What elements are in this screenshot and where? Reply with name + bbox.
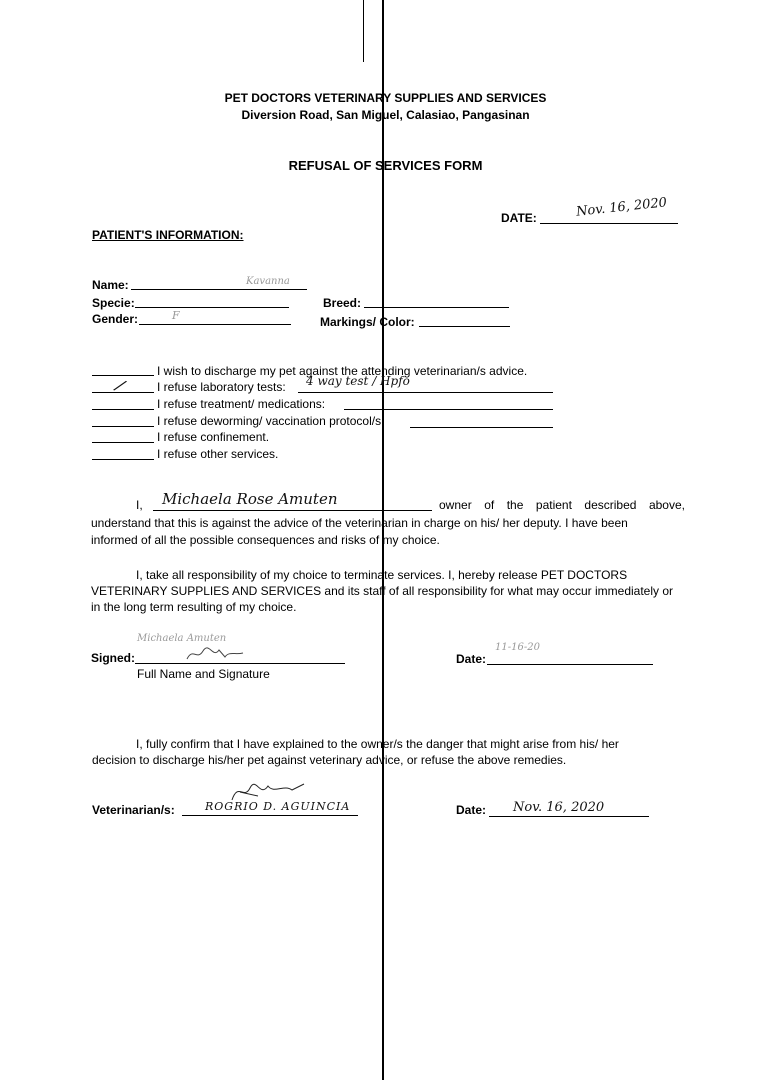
name-label: Name:	[92, 278, 129, 292]
statement3-line2: decision to discharge his/her pet against veterinary advice, or refuse the above remedies.	[92, 753, 567, 767]
option-blank[interactable]	[92, 459, 154, 460]
option-blank[interactable]	[92, 392, 154, 393]
scan-line-top	[363, 0, 364, 62]
specie-label: Specie:	[92, 296, 135, 310]
option-detail-line	[410, 427, 553, 428]
option-text: I refuse confinement.	[157, 430, 270, 444]
statement3-line1: I, fully confirm that I have explained to the owner/s the danger that might arise from his/ her	[136, 737, 619, 751]
company-address: Diversion Road, San Miguel, Calasiao, Pangasinan	[241, 108, 530, 122]
veterinarian-date-value: Nov. 16, 2020	[513, 800, 605, 815]
signature-date-line	[487, 664, 653, 665]
option-detail-line	[298, 392, 553, 393]
signature-date-label: Date:	[456, 652, 487, 666]
patient-section-title: PATIENT'S INFORMATION:	[92, 228, 244, 242]
option-detail: 4 way test / Hpfo	[306, 374, 410, 388]
statement1-text-a: owner of the patient described above,	[439, 498, 685, 512]
owner-name: Michaela Rose Amuten	[162, 490, 338, 508]
statement2-line1: I, take all responsibility of my choice to terminate services. I, hereby release PET DOCTORS	[136, 568, 628, 582]
breed-line	[364, 307, 509, 308]
option-text: I refuse deworming/ vaccination protocol/s.	[157, 414, 385, 428]
date-line	[540, 223, 678, 224]
date-label: DATE:	[501, 211, 537, 225]
veterinarian-date-line	[489, 816, 649, 817]
option-checkmark: /	[112, 375, 128, 397]
date-value: Nov. 16, 2020	[575, 195, 668, 220]
option-blank[interactable]	[92, 442, 154, 443]
option-blank[interactable]	[92, 409, 154, 410]
veterinarian-name: ROGRIO D. AGUINCIA	[205, 800, 351, 813]
signed-name: Michaela Amuten	[137, 633, 227, 644]
specie-line	[135, 307, 289, 308]
gender-label: Gender:	[92, 312, 139, 326]
signature-date-value: 11-16-20	[495, 642, 540, 653]
option-text: I refuse other services.	[157, 447, 279, 461]
statement1-text-c: informed of all the possible consequences and risks of my choice.	[91, 533, 440, 547]
signed-line	[135, 663, 345, 664]
signature-caption: Full Name and Signature	[137, 667, 270, 681]
markings-label: Markings/ Color:	[320, 315, 415, 329]
gender-value: F	[172, 309, 180, 322]
owner-name-line	[153, 510, 432, 511]
option-text: I refuse laboratory tests:	[157, 380, 286, 394]
signed-label: Signed:	[91, 651, 135, 665]
option-text: I wish to discharge my pet against the attending veterinarian/s advice.	[157, 364, 528, 378]
option-detail-line	[344, 409, 553, 410]
option-text: I refuse treatment/ medications:	[157, 397, 326, 411]
statement1-prefix: I,	[136, 498, 143, 512]
statement2-line3: in the long term resulting of my choice.	[91, 600, 297, 614]
name-line	[131, 289, 307, 290]
statement1-text-b: understand that this is against the advice of the veterinarian in charge on his/ her deputy. I have been	[91, 516, 628, 530]
markings-line	[419, 326, 510, 327]
breed-label: Breed:	[323, 296, 362, 310]
veterinarian-date-label: Date:	[456, 803, 487, 817]
veterinarian-line	[182, 815, 358, 816]
veterinarian-label: Veterinarian/s:	[92, 803, 175, 817]
company-name: PET DOCTORS VETERINARY SUPPLIES AND SERVICES	[224, 91, 547, 105]
owner-signature-scribble	[185, 645, 245, 663]
statement2-line2: VETERINARY SUPPLIES AND SERVICES and its staff of all responsibility for what may occur immediately or	[91, 584, 674, 598]
name-value: Kavanna	[246, 276, 290, 287]
gender-line	[139, 324, 291, 325]
form-title: REFUSAL OF SERVICES FORM	[288, 158, 483, 173]
option-blank[interactable]	[92, 426, 154, 427]
